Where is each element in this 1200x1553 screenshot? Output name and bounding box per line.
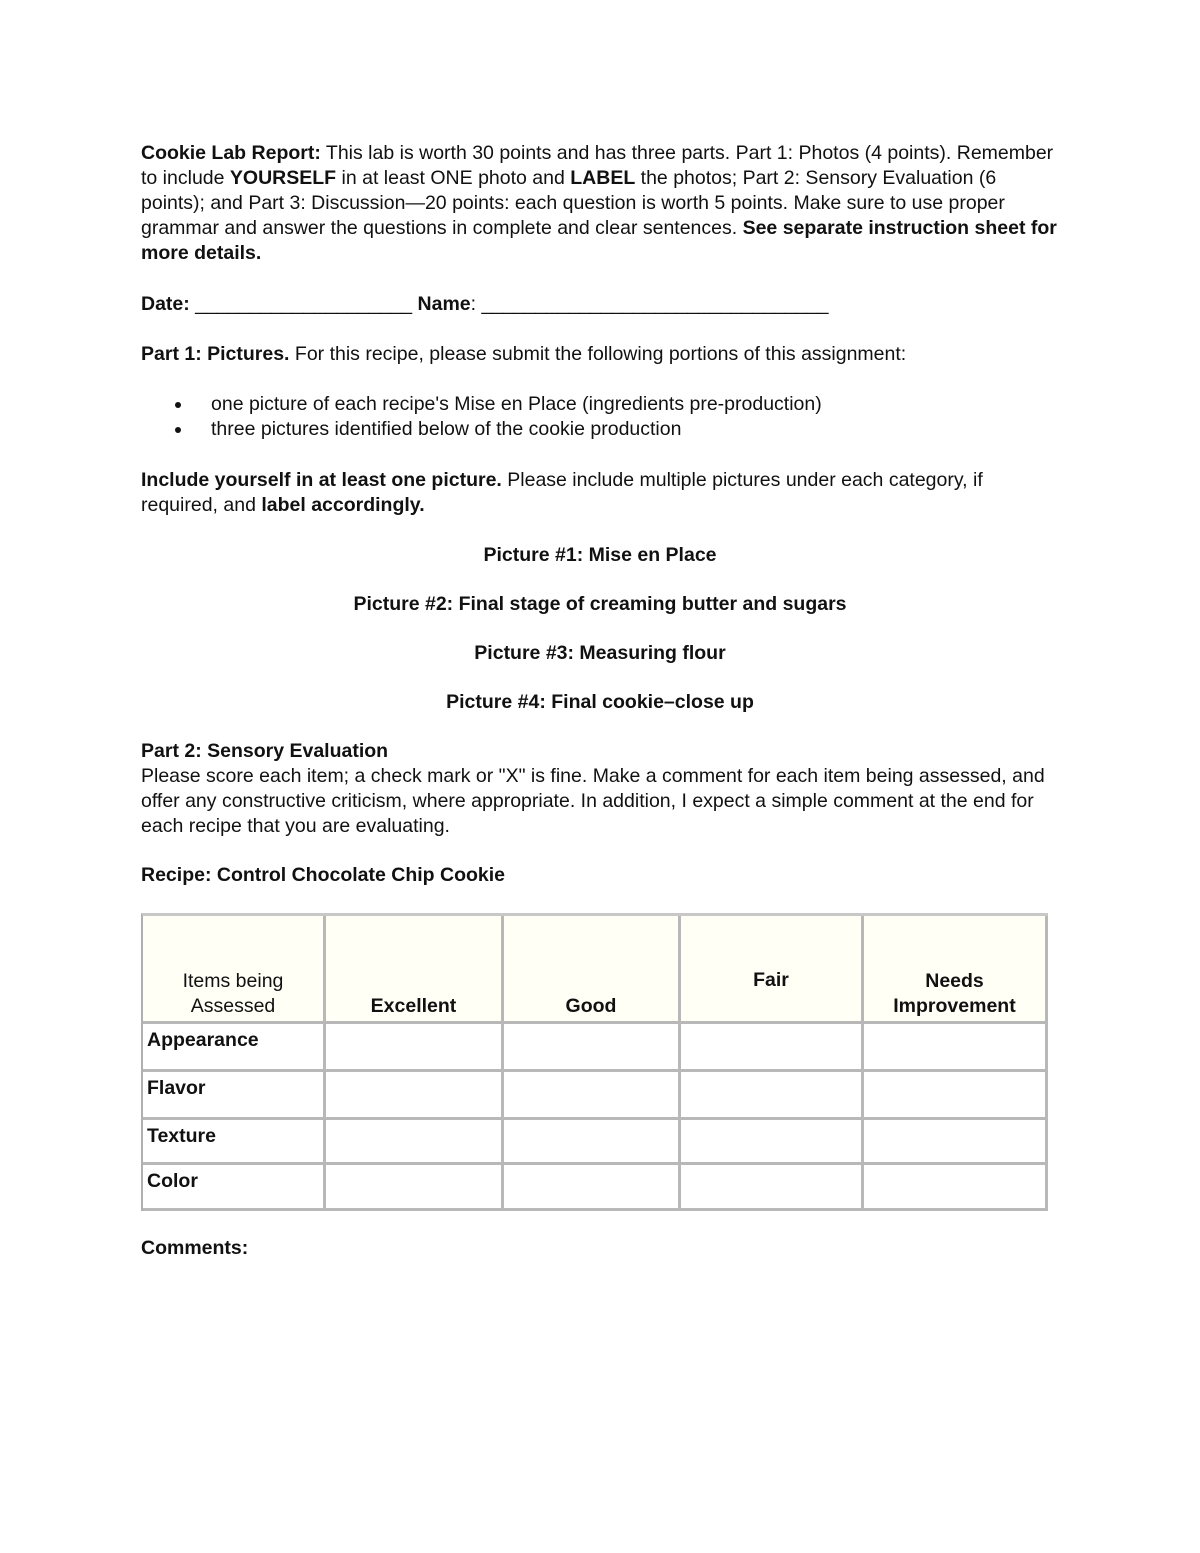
score-cell[interactable] <box>681 1072 864 1120</box>
part1-bullet-list <box>141 392 1061 442</box>
header-excellent: Excellent <box>326 916 504 1024</box>
score-cell[interactable] <box>504 1120 681 1165</box>
score-cell[interactable] <box>864 1072 1048 1120</box>
row-label-appearance: Appearance <box>143 1024 326 1072</box>
see-instructions-note: See separate instruction sheet for more details. <box>141 217 1057 264</box>
intro-paragraph: Cookie Lab Report: This lab is worth 30 points and has three parts. Part 1: Photos (4 points). Remember to include YOURSELF in at least ONE photo and LABEL the photos; Part 2: Sensory Evaluation (6 points); and Part 3: Discussion—20 points: each question is worth 5 points. Make sure to use proper grammar and answer the questions in complete and clear sentences. See separate instruction sheet for more details. <box>141 142 1057 264</box>
row-label-color: Color <box>143 1165 326 1211</box>
part2-instructions: Please score each item; a check mark or "X" is fine. Make a comment for each item being assessed, and offer any constructive criticism, where appropriate. In addition, I expect a simple comment at the end for each recipe that you are evaluating. <box>141 765 1045 837</box>
table-header-row <box>143 916 1048 1024</box>
header-needs-improvement: Needs Improvement <box>864 916 1048 1024</box>
picture-3-heading: Picture #3: Measuring flour <box>474 642 726 664</box>
include-paragraph: Include yourself in at least one picture. Please include multiple pictures under each category, if required, and label accordingly. <box>141 469 983 516</box>
score-cell[interactable] <box>504 1072 681 1120</box>
recipe-title: Recipe: Control Chocolate Chip Cookie <box>141 864 506 886</box>
table-row <box>143 1072 1048 1120</box>
score-cell[interactable] <box>864 1120 1048 1165</box>
list-item: one picture of each recipe's Mise en Place (ingredients pre-production) <box>211 392 1061 417</box>
name-blank[interactable]: ________________________________ <box>476 293 829 315</box>
part2-title: Part 2: Sensory Evaluation <box>141 740 389 762</box>
score-cell[interactable] <box>504 1024 681 1072</box>
score-cell[interactable] <box>504 1165 681 1211</box>
score-cell[interactable] <box>864 1165 1048 1211</box>
date-blank[interactable]: ____________________ <box>189 293 418 315</box>
score-cell[interactable] <box>864 1024 1048 1072</box>
table-row <box>143 1120 1048 1165</box>
header-fair: Fair <box>681 916 864 1024</box>
header-good: Good <box>504 916 681 1024</box>
picture-4-heading: Picture #4: Final cookie–close up <box>446 691 754 713</box>
row-label-texture: Texture <box>143 1120 326 1165</box>
score-cell[interactable] <box>681 1165 864 1211</box>
part1-title: Part 1: Pictures. <box>141 343 290 365</box>
comments-label: Comments: <box>141 1237 249 1259</box>
list-item: three pictures identified below of the cookie production <box>211 417 1061 442</box>
score-cell[interactable] <box>326 1165 504 1211</box>
picture-2-heading: Picture #2: Final stage of creaming butter and sugars <box>353 593 847 615</box>
table-row <box>143 1024 1048 1072</box>
document-page <box>141 141 1061 1261</box>
score-cell[interactable] <box>326 1024 504 1072</box>
report-title: Cookie Lab Report: <box>141 142 321 164</box>
row-label-flavor: Flavor <box>143 1072 326 1120</box>
picture-1-heading: Picture #1: Mise en Place <box>483 544 717 566</box>
date-name-line: Date: ____________________ Name: ________________________________ <box>141 293 829 315</box>
date-label: Date: <box>141 293 190 315</box>
table-row <box>143 1165 1048 1211</box>
score-cell[interactable] <box>326 1120 504 1165</box>
header-items-assessed: Items being Assessed <box>143 916 326 1024</box>
score-cell[interactable] <box>326 1072 504 1120</box>
sensory-evaluation-table <box>141 913 1048 1211</box>
part1-intro: Part 1: Pictures. For this recipe, please submit the following portions of this assignment: <box>141 343 907 365</box>
name-label: Name <box>417 293 471 315</box>
score-cell[interactable] <box>681 1120 864 1165</box>
score-cell[interactable] <box>681 1024 864 1072</box>
